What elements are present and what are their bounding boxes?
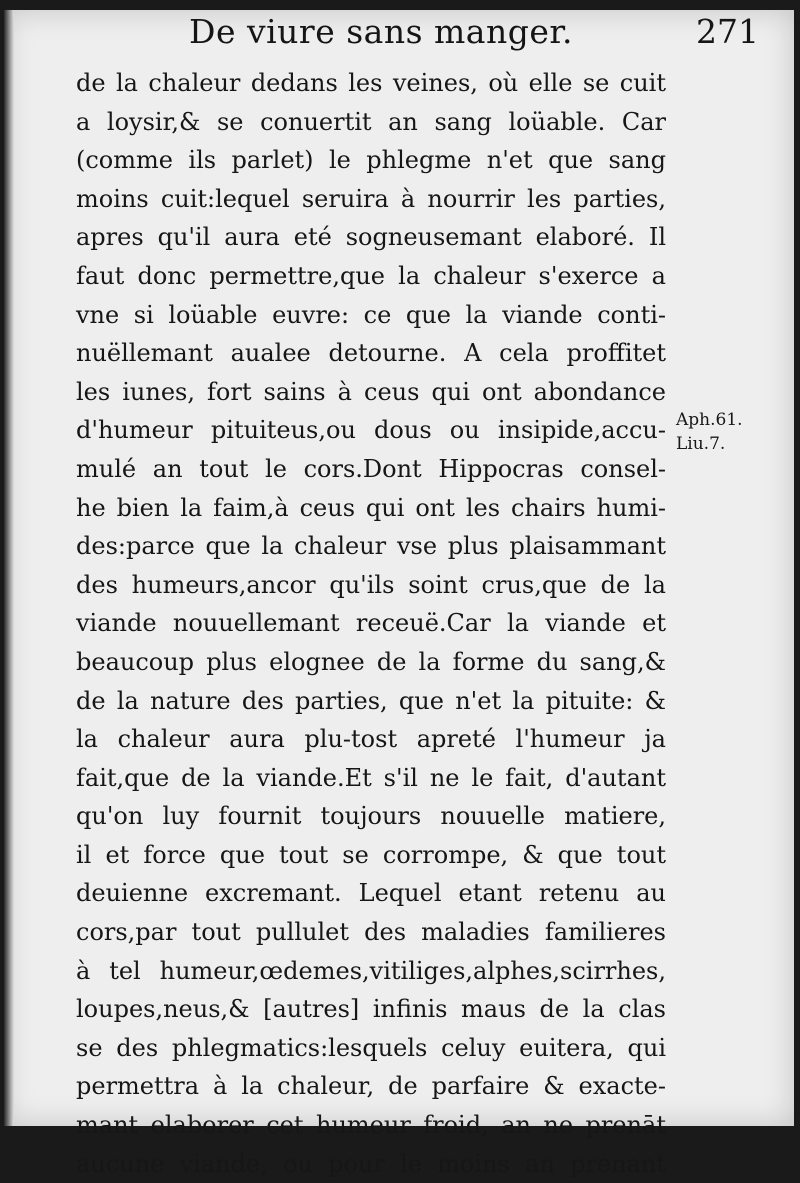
- text-line: nuëllemant aualee detourne. A cela proffitet: [76, 339, 666, 368]
- binding-edge: [4, 10, 14, 1126]
- text-line: de la nature des parties, que n'et la pituite: &: [76, 686, 666, 715]
- text-line: vne si loüable euvre: ce que la viande conti-: [76, 300, 666, 329]
- text-line: aucune viande, ou pour le moins an prenant: [76, 1149, 666, 1178]
- text-line: viande nouuellemant receuë.Car la viande et: [76, 609, 666, 638]
- text-line: moins cuit:lequel seruira à nourrir les parties,: [76, 184, 666, 213]
- text-line: des humeurs,ancor qu'ils soint crus,que de la: [76, 570, 666, 599]
- text-line: qu'on luy fournit toujours nouuelle matiere,: [76, 802, 666, 831]
- body-text: [76, 64, 666, 1183]
- margin-note-line: Aph.61.: [676, 410, 743, 430]
- text-line: apres qu'il aura eté sogneusemant elaboré. Il: [76, 223, 666, 252]
- text-line: se des phlegmatics:lesquels celuy euitera, qui: [76, 1033, 666, 1062]
- text-line: de la chaleur dedans les veines, où elle se cuit: [76, 69, 666, 97]
- text-line: cors,par tout pullulet des maladies familieres: [76, 918, 666, 947]
- running-title: De viure sans manger.: [189, 12, 574, 51]
- text-line: beaucoup plus elognee de la forme du sang,&: [76, 647, 666, 676]
- text-line: mant elaborer cet humeur froid, an ne prenāt: [76, 1111, 666, 1140]
- margin-note: [676, 408, 786, 456]
- text-line: permettra à la chaleur, de parfaire & exacte-: [76, 1072, 666, 1101]
- text-line: faut donc permettre,que la chaleur s'exerce a: [76, 261, 666, 290]
- text-line: loupes,neus,& [autres] infinis maus de la clas: [76, 995, 666, 1024]
- text-line: fait,que de la viande.Et s'il ne le fait, d'autant: [76, 763, 666, 792]
- margin-note-line: Liu.7.: [676, 434, 726, 454]
- text-line: la chaleur aura plu-tost apreté l'humeur ja: [76, 725, 666, 754]
- text-line: (comme ils parlet) le phlegme n'et que sang: [76, 146, 666, 175]
- text-line: a loysir,& se conuertit an sang loüable. Car: [76, 107, 666, 136]
- text-line: deuienne excremant. Lequel etant retenu au: [76, 879, 666, 908]
- text-line: mulé an tout le cors.Dont Hippocras consel-: [76, 454, 666, 483]
- book-page: [4, 10, 794, 1178]
- text-line: les iunes, fort sains à ceus qui ont abondance: [76, 377, 666, 406]
- text-line: he bien la faim,à ceus qui ont les chairs humi-: [76, 493, 666, 522]
- page-number: 271: [696, 12, 759, 51]
- text-line: d'humeur pituiteus,ou dous ou insipide,accu-: [76, 416, 666, 445]
- text-line: il et force que tout se corrompe, & que tout: [76, 840, 666, 869]
- page-header: [189, 12, 759, 52]
- text-line: à tel humeur,œdemes,vitiliges,alphes,scirrhes,: [76, 956, 666, 985]
- text-line: des:parce que la chaleur vse plus plaisammant: [76, 532, 666, 561]
